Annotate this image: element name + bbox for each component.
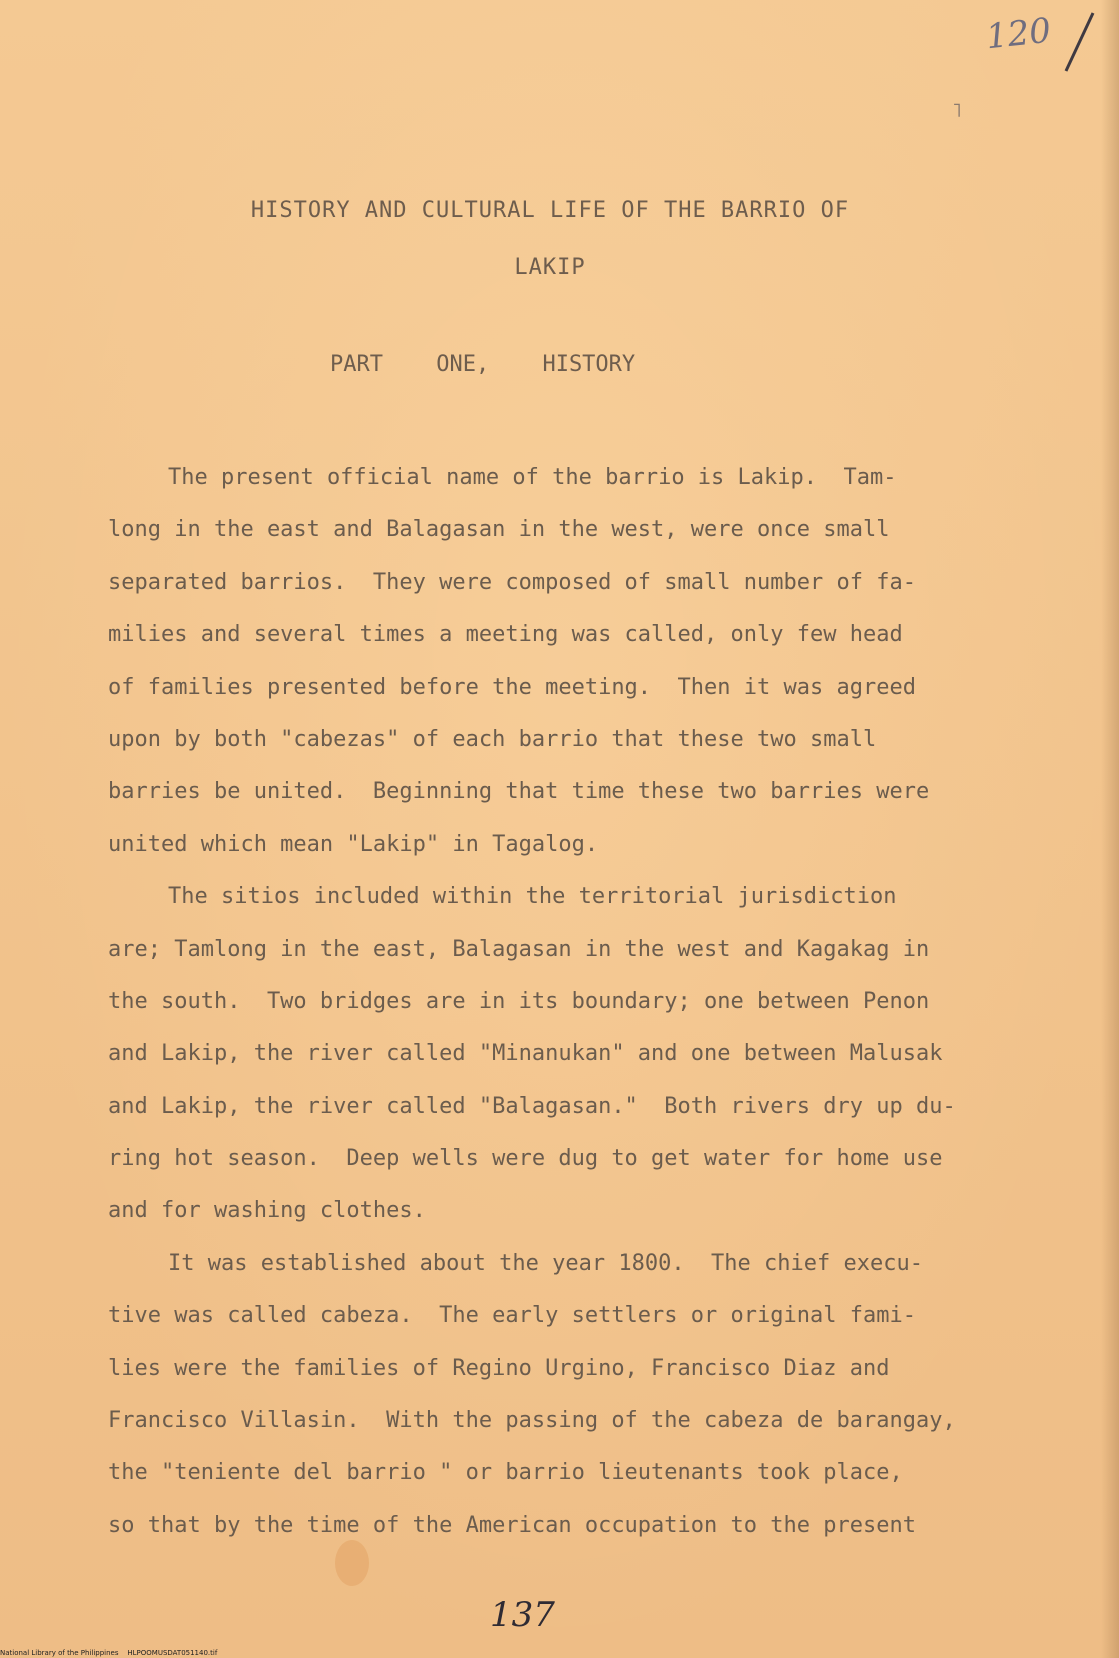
handwritten-page-number-bottom: 137 bbox=[490, 1595, 555, 1635]
text-line: so that by the time of the American occupation to the present bbox=[108, 1512, 916, 1538]
text-line: tive was called cabeza. The early settlers or original fami- bbox=[108, 1303, 916, 1329]
text-line: the "teniente del barrio " or barrio lieutenants took place, bbox=[108, 1460, 903, 1486]
text-line: and for washing clothes. bbox=[108, 1198, 426, 1224]
text-line: and Lakip, the river called "Minanukan" and one between Malusak bbox=[108, 1041, 943, 1067]
text-line: Francisco Villasin. With the passing of the cabeza de barangay, bbox=[108, 1408, 956, 1434]
paper-stain bbox=[335, 1540, 369, 1586]
text-line: The present official name of the barrio is Lakip. Tam- bbox=[168, 465, 897, 490]
text-line: are; Tamlong in the east, Balagasan in the west and Kagakag in bbox=[108, 936, 930, 962]
text-line: long in the east and Balagasan in the west, were once small bbox=[108, 517, 890, 543]
text-line: milies and several times a meeting was called, only few head bbox=[108, 622, 903, 648]
text-line: and Lakip, the river called "Balagasan." Both rivers dry up du- bbox=[108, 1093, 956, 1119]
text-line: the south. Two bridges are in its boundary; one between Penon bbox=[108, 988, 930, 1014]
text-line: upon by both "cabezas" of each barrio that these two small bbox=[108, 726, 877, 752]
handwritten-slash-mark bbox=[1065, 12, 1095, 71]
text-line: lies were the families of Regino Urgino, Francisco Diaz and bbox=[108, 1355, 890, 1381]
part-heading: PART ONE, HISTORY bbox=[330, 352, 636, 377]
handwritten-page-number-top: 120 bbox=[984, 10, 1053, 58]
document-title-line-2: LAKIP bbox=[514, 255, 586, 280]
text-line: barries be united. Beginning that time these two barries were bbox=[108, 779, 930, 805]
handwritten-tick-mark: ˥ bbox=[952, 98, 962, 122]
text-line: united which mean "Lakip" in Tagalog. bbox=[108, 831, 599, 857]
page-edge-shadow bbox=[1101, 0, 1119, 1658]
document-title-line-1: HISTORY AND CULTURAL LIFE OF THE BARRIO OF bbox=[250, 198, 850, 223]
body-text bbox=[108, 452, 1068, 1552]
text-line: It was established about the year 1800. The chief execu- bbox=[168, 1250, 923, 1276]
text-line: of families presented before the meeting. Then it was agreed bbox=[108, 674, 916, 700]
text-line: ring hot season. Deep wells were dug to get water for home use bbox=[108, 1146, 943, 1172]
text-line: separated barrios. They were composed of small number of fa- bbox=[108, 569, 916, 595]
archive-footer: National Library of the Philippines HLPOOMUSDAT051140.tif bbox=[0, 1649, 218, 1657]
text-line: The sitios included within the territorial jurisdiction bbox=[168, 884, 897, 910]
